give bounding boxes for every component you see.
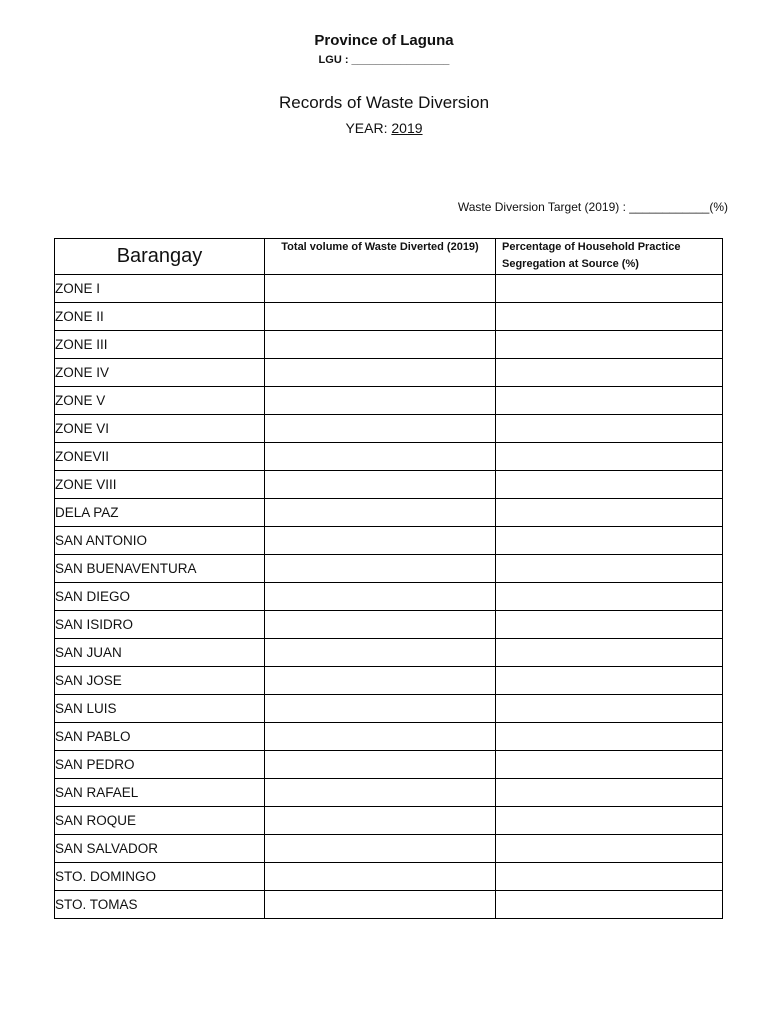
table-row	[55, 527, 723, 555]
table-row	[55, 387, 723, 415]
barangay-name: SAN SALVADOR	[55, 835, 265, 863]
barangay-name: SAN ROQUE	[55, 807, 265, 835]
table-row	[55, 835, 723, 863]
table-row	[55, 695, 723, 723]
percentage-cell	[496, 863, 723, 891]
barangay-name: SAN RAFAEL	[55, 779, 265, 807]
table-row	[55, 779, 723, 807]
volume-cell	[265, 835, 496, 863]
barangay-name: ZONE IV	[55, 359, 265, 387]
percentage-cell	[496, 275, 723, 303]
percentage-cell	[496, 331, 723, 359]
barangay-name: SAN BUENAVENTURA	[55, 555, 265, 583]
volume-cell	[265, 723, 496, 751]
percentage-cell	[496, 471, 723, 499]
table-row	[55, 807, 723, 835]
barangay-name: STO. TOMAS	[55, 891, 265, 919]
volume-cell	[265, 779, 496, 807]
table-row	[55, 303, 723, 331]
table-row	[55, 863, 723, 891]
table-row	[55, 723, 723, 751]
percentage-cell	[496, 723, 723, 751]
volume-cell	[265, 891, 496, 919]
percentage-cell	[496, 751, 723, 779]
volume-cell	[265, 611, 496, 639]
volume-cell	[265, 359, 496, 387]
table-row	[55, 555, 723, 583]
percentage-cell	[496, 807, 723, 835]
volume-cell	[265, 415, 496, 443]
table-header-row	[55, 239, 723, 275]
table-row	[55, 583, 723, 611]
barangay-name: SAN JUAN	[55, 639, 265, 667]
barangay-name: DELA PAZ	[55, 499, 265, 527]
percentage-cell	[496, 527, 723, 555]
table-row	[55, 667, 723, 695]
volume-cell	[265, 443, 496, 471]
table-row	[55, 891, 723, 919]
percentage-cell	[496, 835, 723, 863]
table-row	[55, 611, 723, 639]
percentage-cell	[496, 359, 723, 387]
volume-cell	[265, 499, 496, 527]
barangay-name: ZONEVII	[55, 443, 265, 471]
percentage-cell	[496, 387, 723, 415]
percentage-cell	[496, 891, 723, 919]
table-row	[55, 415, 723, 443]
volume-cell	[265, 695, 496, 723]
barangay-name: SAN LUIS	[55, 695, 265, 723]
percentage-cell	[496, 499, 723, 527]
records-table	[54, 238, 723, 919]
volume-cell	[265, 667, 496, 695]
table-row	[55, 359, 723, 387]
barangay-name: SAN PABLO	[55, 723, 265, 751]
header-barangay: Barangay	[55, 239, 265, 275]
header-percentage-segregation: Percentage of Household Practice Segregation at Source (%)	[496, 239, 723, 275]
barangay-name: ZONE VIII	[55, 471, 265, 499]
barangay-name: ZONE VI	[55, 415, 265, 443]
barangay-name: SAN ISIDRO	[55, 611, 265, 639]
volume-cell	[265, 751, 496, 779]
volume-cell	[265, 387, 496, 415]
table-row	[55, 443, 723, 471]
header-total-volume: Total volume of Waste Diverted (2019)	[265, 239, 496, 275]
barangay-name: STO. DOMINGO	[55, 863, 265, 891]
volume-cell	[265, 275, 496, 303]
table-row	[55, 275, 723, 303]
volume-cell	[265, 527, 496, 555]
percentage-cell	[496, 583, 723, 611]
percentage-cell	[496, 303, 723, 331]
barangay-name: SAN PEDRO	[55, 751, 265, 779]
volume-cell	[265, 639, 496, 667]
percentage-cell	[496, 443, 723, 471]
barangay-name: ZONE III	[55, 331, 265, 359]
percentage-cell	[496, 779, 723, 807]
table-row	[55, 471, 723, 499]
volume-cell	[265, 303, 496, 331]
barangay-name: ZONE V	[55, 387, 265, 415]
table-row	[55, 331, 723, 359]
volume-cell	[265, 583, 496, 611]
lgu-field: LGU : ________________	[318, 54, 450, 66]
year-value: 2019	[391, 120, 423, 136]
province-heading: Province of Laguna	[314, 32, 454, 49]
volume-cell	[265, 807, 496, 835]
table-row	[55, 499, 723, 527]
barangay-name: SAN DIEGO	[55, 583, 265, 611]
barangay-name: ZONE II	[55, 303, 265, 331]
volume-cell	[265, 331, 496, 359]
document-title: Records of Waste Diversion	[278, 93, 490, 112]
barangay-name: SAN JOSE	[55, 667, 265, 695]
percentage-cell	[496, 611, 723, 639]
percentage-cell	[496, 639, 723, 667]
percentage-cell	[496, 667, 723, 695]
percentage-cell	[496, 555, 723, 583]
volume-cell	[265, 555, 496, 583]
table-row	[55, 751, 723, 779]
year-label: YEAR:	[345, 120, 392, 136]
barangay-name: SAN ANTONIO	[55, 527, 265, 555]
table-row	[55, 639, 723, 667]
volume-cell	[265, 863, 496, 891]
waste-diversion-target: Waste Diversion Target (2019) : ____________(%)	[457, 200, 728, 214]
percentage-cell	[496, 695, 723, 723]
year-line	[0, 120, 768, 136]
volume-cell	[265, 471, 496, 499]
percentage-cell	[496, 415, 723, 443]
barangay-name: ZONE I	[55, 275, 265, 303]
